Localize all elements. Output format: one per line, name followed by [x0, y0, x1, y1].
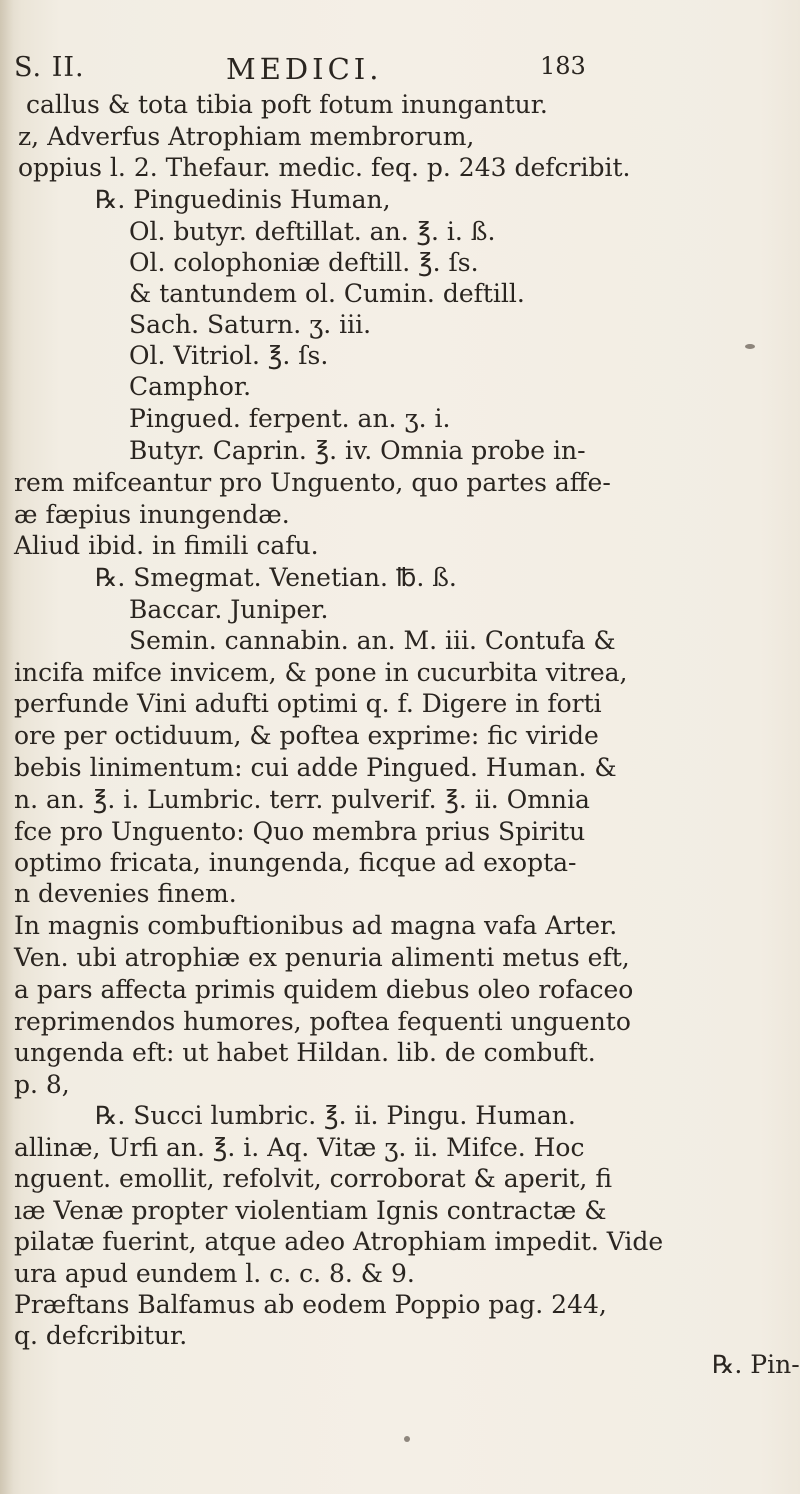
text-line: Ol. butyr. deftillat. an. ℥. i. ß. — [129, 217, 496, 246]
text-line: oppius l. 2. Thefaur. medic. feq. p. 243 defcribit. — [18, 153, 631, 182]
text-line: callus & tota tibia poft fotum inungantur. — [26, 90, 548, 119]
text-line: pilatæ fuerint, atque adeo Atrophiam impedit. Vide — [14, 1227, 664, 1256]
text-line: p. 8, — [14, 1070, 70, 1099]
text-line: Ven. ubi atrophiæ ex penuria alimenti metus eft, — [14, 943, 630, 972]
text-line: & tantundem ol. Cumin. deftill. — [129, 279, 525, 308]
text-line: Pingued. ferpent. an. ʒ. i. — [129, 404, 451, 433]
text-line: ıæ Venæ propter violentiam Ignis contractæ & — [14, 1196, 607, 1225]
text-line: incifa mifce invicem, & pone in cucurbita vitrea, — [14, 658, 628, 687]
catchword: ℞. Pin- — [712, 1350, 800, 1379]
text-line: fce pro Unguento: Quo membra prius Spiritu — [14, 817, 586, 846]
text-line: ℞. Pinguedinis Human, — [95, 185, 391, 214]
text-line: Aliud ibid. in fimili cafu. — [14, 531, 319, 560]
text-line: In magnis combuftionibus ad magna vafa Arter. — [14, 911, 618, 940]
text-line: Ol. Vitriol. ℥. ſs. — [129, 341, 329, 370]
page-number: 183 — [540, 52, 586, 80]
text-line: perfunde Vini adufti optimi q. f. Digere in forti — [14, 689, 602, 718]
running-title: MEDICI. — [226, 52, 383, 86]
text-line: q. defcribitur. — [14, 1321, 188, 1350]
text-line: Semin. cannabin. an. M. iii. Contufa & — [129, 626, 616, 655]
text-line: reprimendos humores, poftea fequenti unguento — [14, 1007, 631, 1036]
section-number: S. II. — [14, 52, 85, 83]
text-line: ore per octiduum, & poftea exprime: fic viride — [14, 721, 599, 750]
text-line: ℞. Succi lumbric. ℥. ii. Pingu. Human. — [95, 1101, 576, 1130]
text-line: nguent. emollit, refolvit, corroborat & aperit, fi — [14, 1164, 612, 1193]
text-line: ura apud eundem l. c. c. 8. & 9. — [14, 1259, 415, 1288]
text-line: Sach. Saturn. ʒ. iii. — [129, 310, 372, 339]
text-line: æ fæpius inungendæ. — [14, 500, 290, 529]
text-line: z, Adverfus Atrophiam membrorum, — [18, 122, 475, 151]
text-line: allinæ, Urfi an. ℥. i. Aq. Vitæ ʒ. ii. Mifce. Hoc — [14, 1133, 585, 1162]
text-line: n devenies finem. — [14, 879, 237, 908]
binding-gutter — [0, 0, 14, 1494]
text-line: ungenda eft: ut habet Hildan. lib. de combuft. — [14, 1038, 596, 1067]
text-line: bebis linimentum: cui adde Pingued. Human. & — [14, 753, 617, 782]
text-line: Ol. colophoniæ deftill. ℥. ſs. — [129, 248, 479, 277]
text-line: ℞. Smegmat. Venetian. ℔. ß. — [95, 563, 457, 592]
text-line: rem mifceantur pro Unguento, quo partes affe- — [14, 468, 611, 497]
text-line: a pars affecta primis quidem diebus oleo rofaceo — [14, 975, 634, 1004]
text-line: Præftans Balfamus ab eodem Poppio pag. 244, — [14, 1290, 607, 1319]
text-line: Baccar. Juniper. — [129, 595, 329, 624]
ink-spot — [404, 1436, 410, 1442]
text-line: Butyr. Caprin. ℥. iv. Omnia probe in- — [129, 436, 586, 465]
text-line: optimo fricata, inungenda, ficque ad exopta- — [14, 848, 577, 877]
text-line: Camphor. — [129, 372, 252, 401]
text-line: n. an. ℥. i. Lumbric. terr. pulverif. ℥. ii. Omnia — [14, 785, 590, 814]
ink-spot — [745, 344, 755, 349]
